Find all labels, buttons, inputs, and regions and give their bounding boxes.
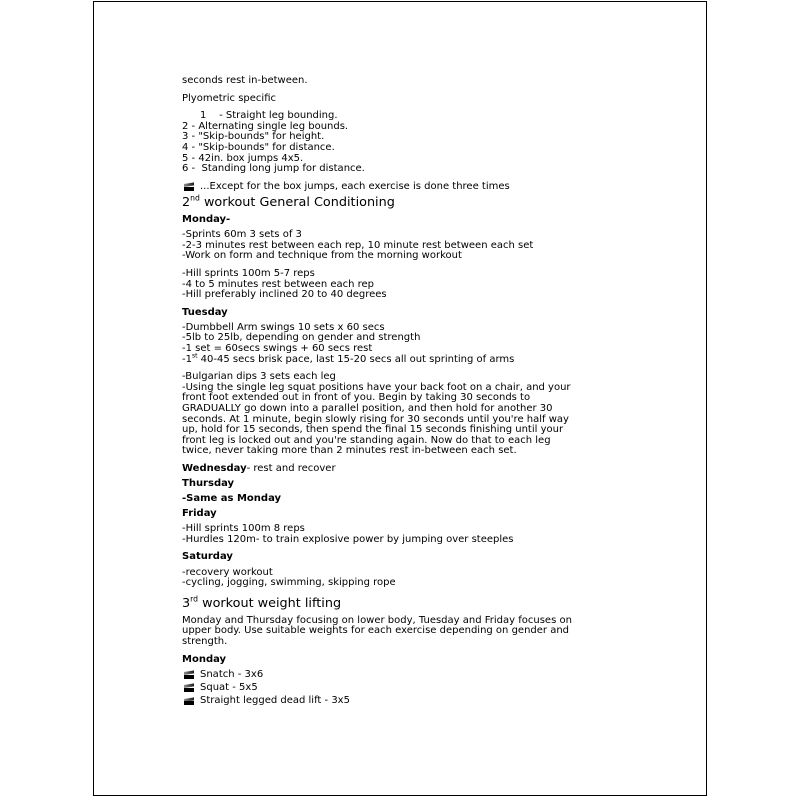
text-line [182, 76, 630, 87]
text-run: -4 to 5 minutes rest between each rep [182, 278, 375, 290]
text-run: front leg is locked out and you're standing again. Now do that to each leg [182, 434, 551, 446]
text-line [182, 308, 630, 319]
paragraph [182, 111, 630, 175]
text-line [182, 655, 630, 666]
text-run: -Work on form and technique from the morning workout [182, 250, 462, 262]
text-run: Straight legged dead lift - 3x5 [200, 695, 350, 707]
text-line [182, 596, 630, 611]
text-line [200, 182, 510, 193]
document-content[interactable] [182, 76, 630, 709]
text-line [200, 696, 350, 707]
paragraph [182, 372, 630, 457]
day-header [182, 655, 630, 666]
text-run: Tuesday [182, 306, 228, 318]
text-line [182, 446, 630, 457]
text-run: -Same as Monday [182, 493, 282, 505]
day-header [182, 479, 630, 490]
day-header [182, 464, 630, 475]
text-run: -Sprints 60m 3 sets of 3 [182, 229, 302, 241]
text-run: 4 - "Skip-bounds" for distance. [182, 141, 335, 153]
text-line [182, 626, 630, 637]
section-heading [182, 596, 630, 611]
text-run: -Hill preferably inclined 20 to 40 degrees [182, 289, 387, 301]
text-line [182, 215, 630, 226]
text-run: 1 - Straight leg bounding. [200, 110, 338, 122]
clapperboard-bullet-icon [184, 697, 194, 705]
text-line [182, 578, 630, 589]
text-run: 2 - Alternating single leg bounds. [182, 120, 349, 132]
day-header [182, 552, 630, 563]
text-run: -Bulgarian dips 3 sets each leg [182, 371, 336, 383]
text-run: -Using the single leg squat positions have your back foot on a chair, and your [182, 381, 571, 393]
text-run: -1 set = 60secs swings + 60 secs rest [182, 342, 373, 354]
text-run: upper body. Use suitable weights for each exercise depending on gender and [182, 625, 570, 637]
ordinal-superscript: nd [190, 193, 200, 203]
text-run: -cycling, jogging, swimming, skipping rope [182, 577, 396, 589]
text-run: 3 - "Skip-bounds" for height. [182, 131, 325, 143]
paragraph [182, 616, 630, 648]
text-line [182, 251, 630, 262]
text-line [182, 164, 630, 175]
clapperboard-bullet-icon [184, 671, 194, 679]
paragraph [182, 568, 630, 589]
text-run: 2 [182, 195, 191, 211]
ordinal-superscript: st [191, 352, 198, 360]
text-line [200, 670, 263, 681]
text-line [200, 683, 258, 694]
paragraph [182, 323, 630, 365]
text-run: -5lb to 25lb, depending on gender and strength [182, 332, 421, 344]
text-run: Monday and Thursday focusing on lower body, Tuesday and Friday focuses on [182, 614, 572, 626]
text-line [182, 464, 630, 475]
text-run: 3 [182, 595, 191, 611]
text-run: workout General Conditioning [199, 195, 395, 211]
day-header [182, 308, 630, 319]
text-line [182, 535, 630, 546]
text-run: -Hill sprints 100m 5-7 reps [182, 267, 315, 279]
text-run: -2-3 minutes rest between each rep, 10 minute rest between each set [182, 239, 534, 251]
text-run: front foot extended out in front of you. Begin by taking 30 seconds to [182, 392, 531, 404]
text-run: workout weight lifting [198, 595, 342, 611]
bullet-text [200, 182, 510, 193]
document-page[interactable] [93, 1, 707, 796]
text-run: Thursday [182, 478, 235, 489]
bullet-item [182, 182, 630, 193]
text-run: Saturday [182, 551, 233, 563]
paragraph [182, 230, 630, 262]
text-run: twice, never taking more than 2 minutes rest in-between each set. [182, 445, 517, 457]
paragraph [182, 94, 630, 105]
text-run: -1 [182, 353, 192, 365]
text-run: Snatch - 3x6 [200, 668, 264, 680]
clapperboard-bullet-icon [184, 684, 194, 692]
text-run: Squat - 5x5 [200, 681, 258, 693]
text-run: ...Except for the box jumps, each exercise is done three times [200, 180, 510, 192]
bullet-text [200, 683, 258, 694]
text-run: -Hill sprints 100m 8 reps [182, 523, 305, 535]
bullet-text [200, 670, 263, 681]
text-line [182, 509, 630, 520]
text-run: seconds rest in-between. [182, 75, 308, 86]
text-line [182, 352, 630, 366]
text-run: GRADUALLY go down into a parallel position, and then hold for another 30 [182, 402, 553, 414]
bullet-item [182, 670, 630, 681]
text-run: -Hurdles 120m- to train explosive power by jumping over steeples [182, 533, 514, 545]
bullet-text [200, 696, 350, 707]
text-run: strength. [182, 635, 228, 647]
text-run: Plyometric specific [182, 92, 277, 104]
text-run: - rest and recover [246, 462, 336, 474]
paragraph [182, 524, 630, 545]
text-run: Friday [182, 508, 217, 520]
text-run: 6 - Standing long jump for distance. [182, 163, 365, 175]
text-line [182, 637, 630, 648]
text-run: -Dumbbell Arm swings 10 sets x 60 secs [182, 321, 385, 333]
text-run: seconds. At 1 minute, begin slowly rising for 30 seconds until you're half way [182, 413, 569, 425]
day-header [182, 494, 630, 505]
paragraph [182, 269, 630, 301]
day-header [182, 509, 630, 520]
text-run: Monday [182, 653, 227, 665]
section-heading [182, 195, 630, 210]
text-run: 40-45 secs brisk pace, last 15-20 secs all out sprinting of arms [197, 353, 515, 365]
text-run: 5 - 42in. box jumps 4x5. [182, 152, 304, 164]
clapperboard-bullet-icon [184, 183, 194, 191]
text-line [182, 94, 630, 105]
text-run: -recovery workout [182, 566, 273, 578]
text-run: Wednesday [182, 462, 247, 474]
text-run: Monday- [182, 214, 231, 226]
text-line [182, 552, 630, 563]
text-line [182, 195, 630, 210]
text-line [182, 479, 630, 490]
day-header [182, 215, 630, 226]
bullet-item [182, 696, 630, 707]
ordinal-superscript: rd [190, 594, 199, 604]
text-run: up, hold for 15 seconds, then spend the final 15 seconds finishing until your [182, 424, 564, 436]
bullet-item [182, 683, 630, 694]
text-line [182, 494, 630, 505]
text-line [182, 290, 630, 301]
paragraph [182, 76, 630, 87]
